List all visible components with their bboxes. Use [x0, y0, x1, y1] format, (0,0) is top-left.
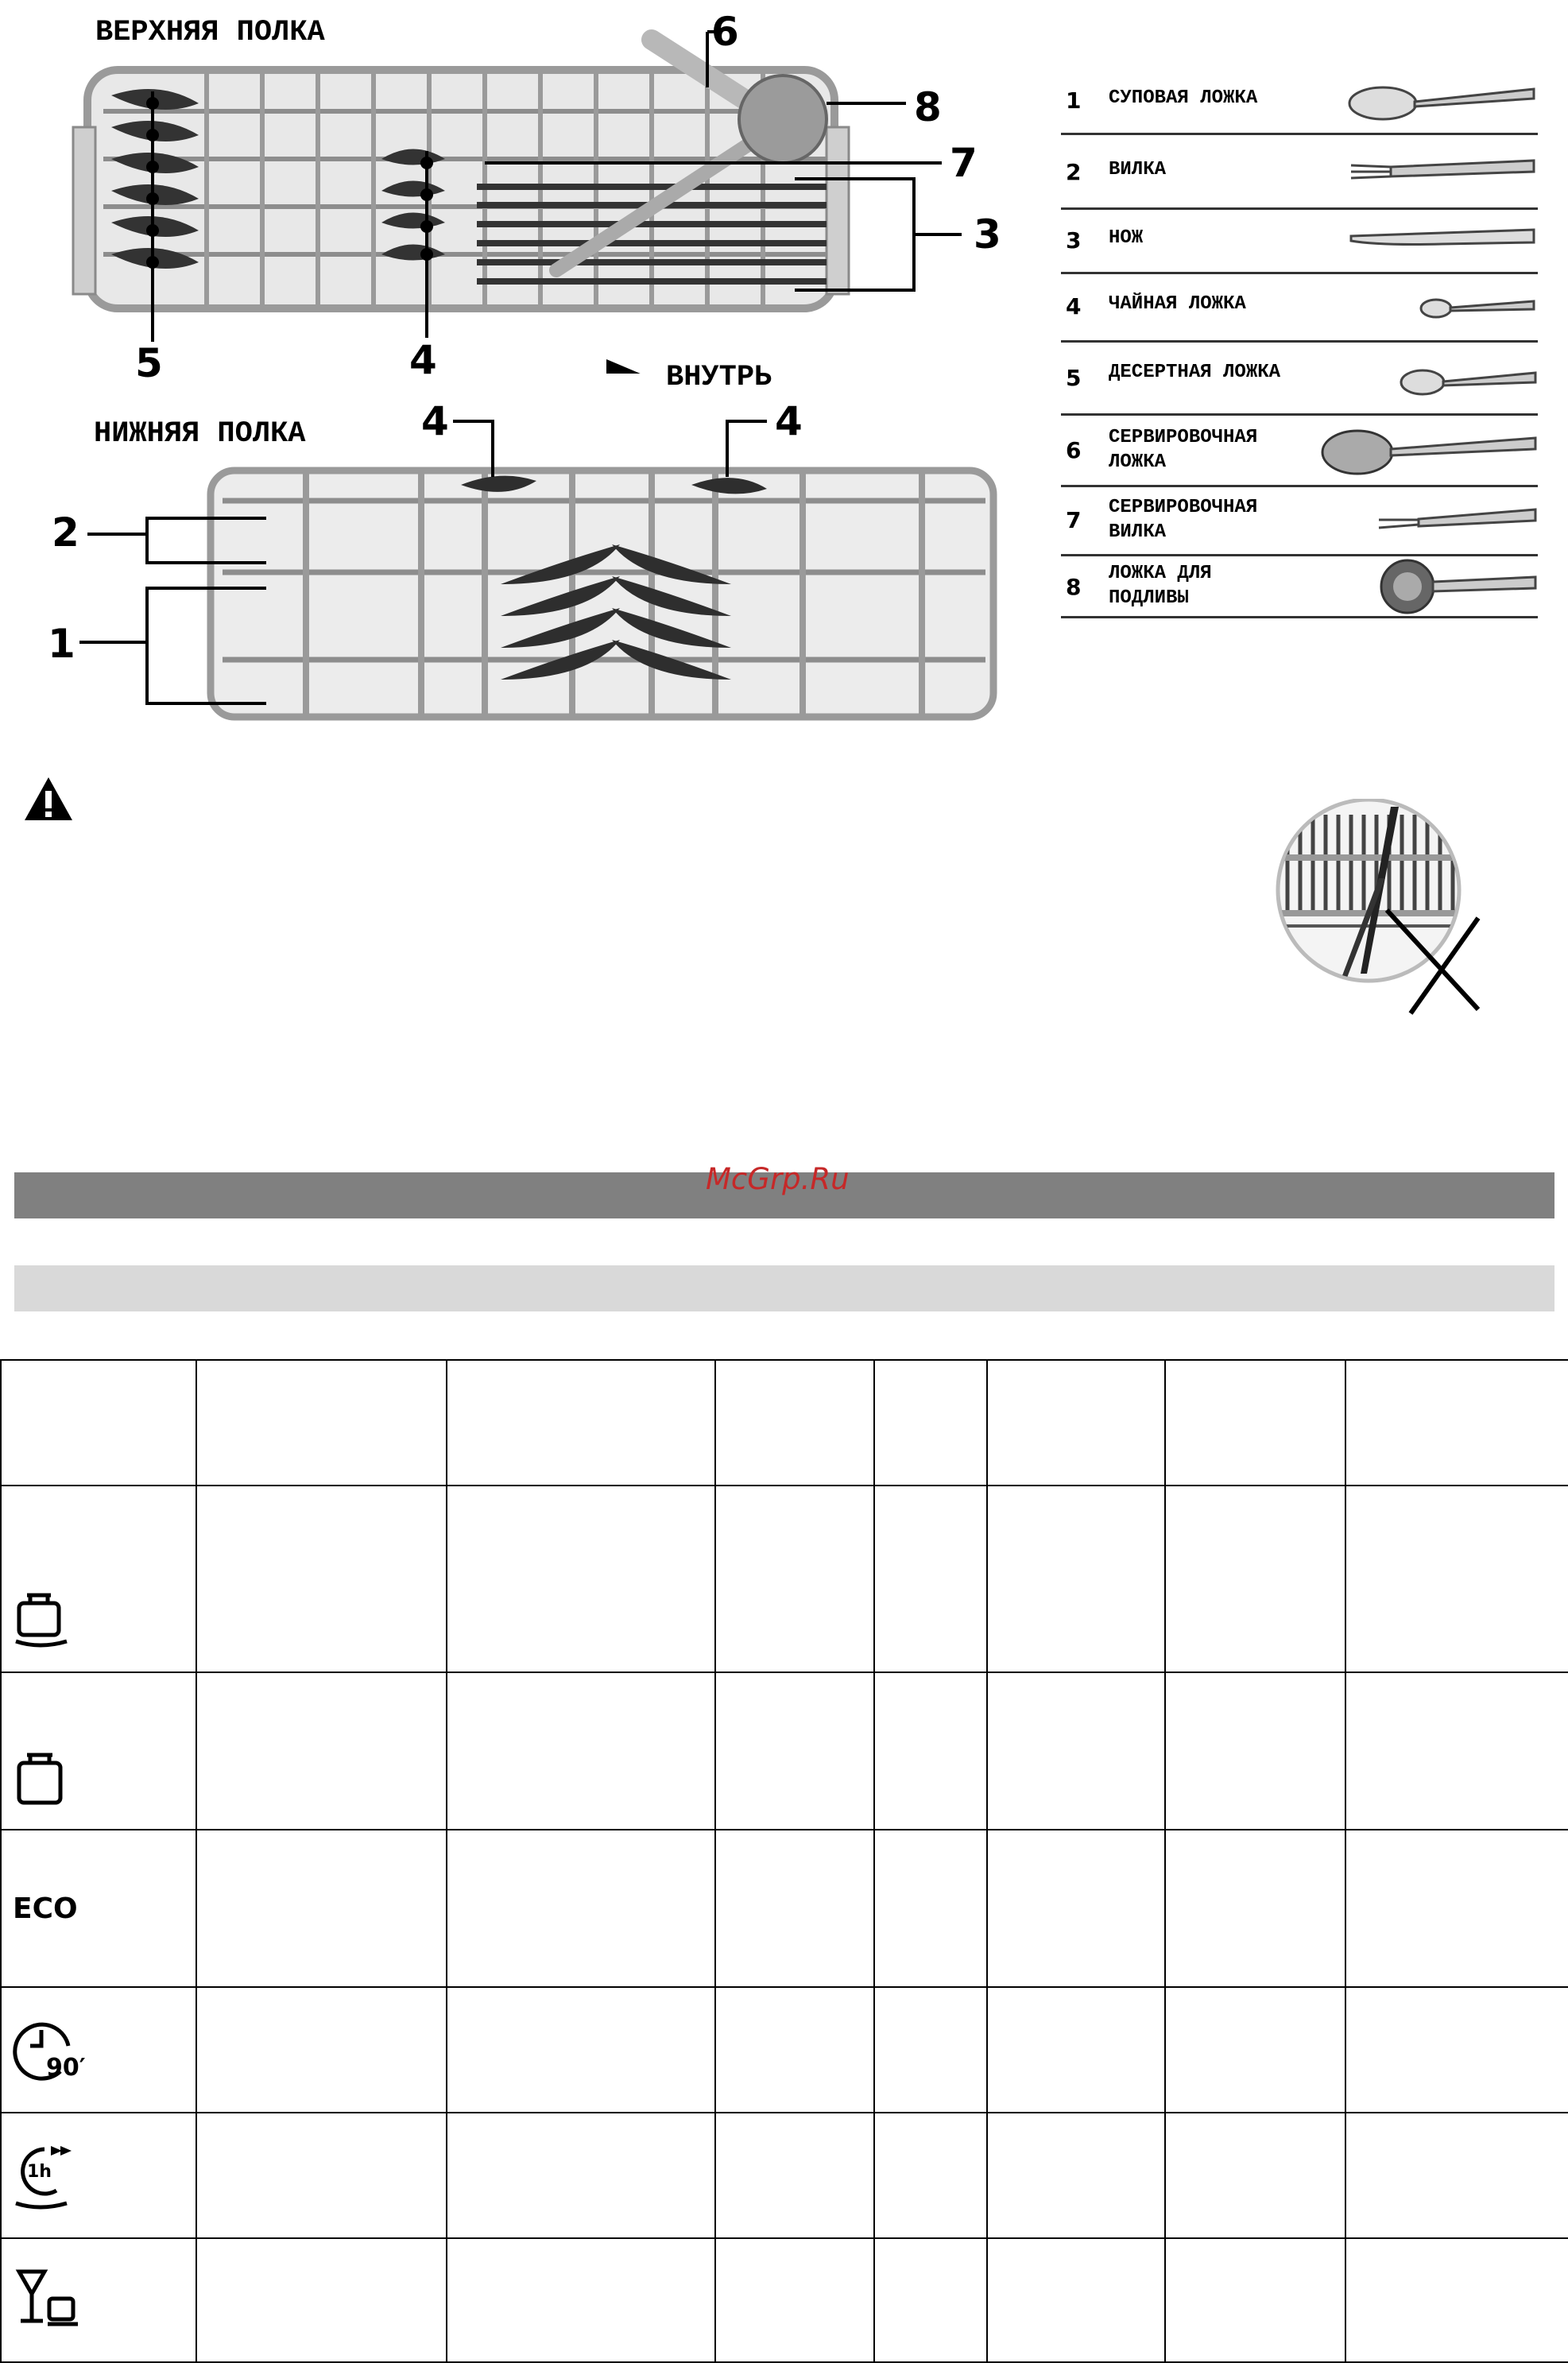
table-row — [1, 1486, 1568, 1672]
legend-label: ВИЛКА — [1109, 159, 1167, 180]
direction-label: ВНУТРЬ — [666, 361, 772, 394]
table-cell — [196, 1830, 447, 1987]
table-cell — [987, 1987, 1165, 2113]
legend-item-dessert-spoon — [1061, 343, 1538, 416]
program-icon-cell — [1, 1486, 196, 1672]
legend-item-teaspoon — [1061, 274, 1538, 343]
lower-rack-illustration — [0, 397, 1033, 731]
table-cell — [987, 1486, 1165, 1672]
table-cell — [447, 1486, 715, 1672]
legend-number: 5 — [1066, 365, 1082, 391]
table-row — [1, 2113, 1568, 2238]
table-cell — [447, 2113, 715, 2238]
table-cell — [447, 1987, 715, 2113]
table-cell — [1165, 2113, 1345, 2238]
teaspoon-icon — [1419, 289, 1538, 324]
legend-label: СУПОВАЯ ЛОЖКА — [1109, 87, 1258, 109]
table-cell — [1165, 2238, 1345, 2362]
knife-placement-warning-illustration — [1272, 799, 1494, 1021]
dessert-spoon-icon — [1399, 360, 1538, 400]
subsection-header-band — [14, 1265, 1554, 1311]
soup-spoon-icon — [1347, 78, 1538, 126]
legend-item-serving-fork — [1061, 487, 1538, 556]
clock-90-label: 90′ — [46, 2054, 86, 2082]
legend-item-knife — [1061, 210, 1538, 274]
rapid-1h-icon — [13, 2140, 92, 2211]
legend-label: ЛОЖКА ДЛЯ ПОДЛИВЫ — [1109, 563, 1212, 609]
table-cell — [874, 1830, 987, 1987]
knife-icon — [1347, 222, 1538, 258]
table-cell — [1165, 1987, 1345, 2113]
legend-number: 2 — [1066, 159, 1082, 185]
table-cell — [874, 2113, 987, 2238]
callout-5: 5 — [135, 340, 163, 386]
legend-label: СЕРВИРОВОЧНАЯ ЛОЖКА — [1109, 427, 1258, 473]
ladle-icon — [1379, 558, 1538, 615]
table-cell — [1165, 1830, 1345, 1987]
table-cell — [447, 2238, 715, 2362]
table-cell — [715, 1830, 874, 1987]
table-header-row — [1, 1360, 1568, 1486]
upper-rack-title: ВЕРХНЯЯ ПОЛКА — [95, 16, 325, 49]
table-cell — [196, 1360, 447, 1486]
intensive-pot-icon — [13, 1586, 76, 1649]
warning-icon — [22, 775, 75, 823]
legend-item-soup-spoon — [1061, 72, 1538, 135]
table-cell — [987, 2113, 1165, 2238]
legend-number: 8 — [1066, 574, 1082, 600]
cutlery-legend — [1061, 72, 1538, 618]
table-row — [1, 1830, 1568, 1987]
table-cell — [987, 1672, 1165, 1830]
table-row — [1, 1987, 1568, 2113]
legend-item-serving-spoon — [1061, 416, 1538, 487]
table-cell — [987, 1830, 1165, 1987]
callout-8: 8 — [914, 84, 942, 130]
upper-rack-illustration — [0, 0, 1033, 374]
table-cell — [874, 1672, 987, 1830]
table-cell — [715, 2238, 874, 2362]
table-cell — [1345, 1830, 1568, 1987]
callout-3: 3 — [974, 211, 1001, 258]
eco-icon: ECO — [13, 1892, 78, 1925]
table-cell — [196, 1672, 447, 1830]
table-cell — [1345, 1486, 1568, 1672]
legend-number: 4 — [1066, 293, 1082, 320]
callout-4-lower-left: 4 — [421, 398, 449, 444]
legend-label: НОЖ — [1109, 227, 1144, 249]
program-icon-cell — [1, 1987, 196, 2113]
table-cell — [1, 1360, 196, 1486]
table-cell — [196, 1987, 447, 2113]
legend-number: 7 — [1066, 507, 1082, 533]
callout-4-upper: 4 — [409, 337, 437, 383]
table-row — [1, 2238, 1568, 2362]
table-cell — [1165, 1672, 1345, 1830]
table-cell — [196, 2113, 447, 2238]
table-cell — [1345, 1987, 1568, 2113]
program-icon-cell — [1, 1672, 196, 1830]
table-cell — [987, 1360, 1165, 1486]
table-cell — [1345, 1360, 1568, 1486]
table-cell — [874, 1360, 987, 1486]
callout-7: 7 — [950, 140, 978, 186]
table-cell — [1345, 2238, 1568, 2362]
legend-number: 6 — [1066, 437, 1082, 463]
table-row — [1, 1672, 1568, 1830]
legend-number: 1 — [1066, 87, 1082, 114]
table-cell — [987, 2238, 1165, 2362]
table-cell — [715, 1987, 874, 2113]
rapid-arrow-icon — [13, 2140, 92, 2211]
serving-spoon-icon — [1319, 425, 1538, 477]
callout-2: 2 — [52, 509, 79, 556]
fork-icon — [1347, 151, 1538, 191]
table-cell — [715, 2113, 874, 2238]
table-cell — [196, 2238, 447, 2362]
table-cell — [715, 1360, 874, 1486]
normal-pot-icon — [13, 1745, 76, 1809]
program-icon-cell — [1, 2238, 196, 2362]
table-cell — [196, 1486, 447, 1672]
clock-90-icon — [13, 2014, 100, 2086]
table-cell — [1345, 2113, 1568, 2238]
program-table — [0, 1359, 1568, 2363]
table-cell — [447, 1830, 715, 1987]
table-cell — [447, 1672, 715, 1830]
table-cell — [874, 1987, 987, 2113]
legend-label: ЧАЙНАЯ ЛОЖКА — [1109, 293, 1246, 315]
table-cell — [1165, 1360, 1345, 1486]
callout-4-lower-right: 4 — [775, 398, 803, 444]
glass-cup-icon — [13, 2267, 84, 2330]
table-cell — [874, 2238, 987, 2362]
callout-6: 6 — [711, 9, 739, 55]
table-cell — [1345, 1672, 1568, 1830]
table-cell — [874, 1486, 987, 1672]
table-cell — [447, 1360, 715, 1486]
lower-rack-title: НИЖНЯЯ ПОЛКА — [94, 417, 306, 451]
table-cell — [715, 1486, 874, 1672]
program-icon-cell — [1, 2113, 196, 2238]
table-cell — [1165, 1486, 1345, 1672]
legend-label: СЕРВИРОВОЧНАЯ ВИЛКА — [1109, 497, 1258, 543]
watermark: McGrp.Ru — [706, 1162, 850, 1196]
legend-label: ДЕСЕРТНАЯ ЛОЖКА — [1109, 362, 1281, 383]
callout-1: 1 — [48, 621, 75, 667]
legend-number: 3 — [1066, 227, 1082, 254]
legend-item-fork — [1061, 135, 1538, 210]
rapid-1h-label: 1h — [27, 2162, 52, 2182]
serving-fork-icon — [1375, 500, 1538, 540]
program-icon-cell — [1, 1830, 196, 1987]
table-cell — [715, 1672, 874, 1830]
legend-item-ladle — [1061, 556, 1538, 618]
